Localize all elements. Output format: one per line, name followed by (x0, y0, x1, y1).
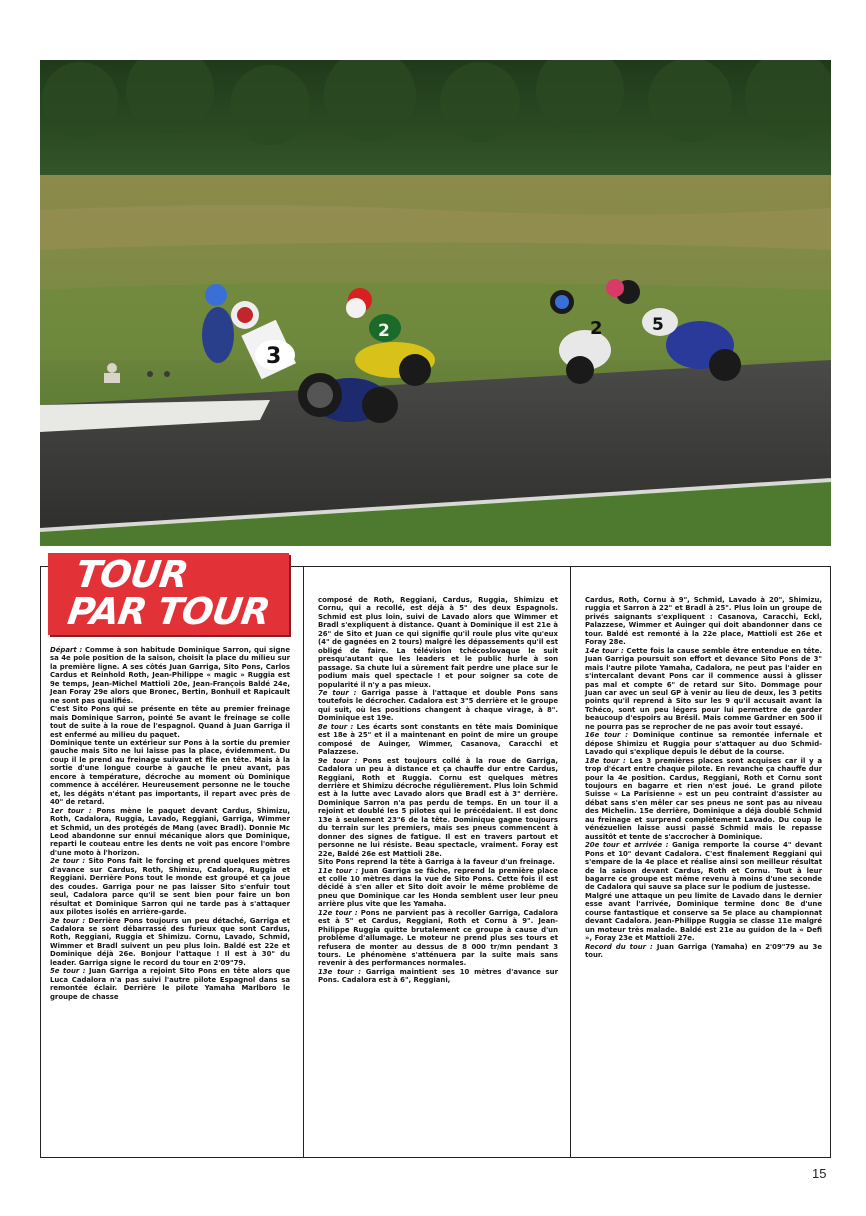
paragraph (318, 757, 558, 858)
column-rule-2 (570, 566, 571, 1158)
paragraph-lead: 3e tour : (50, 916, 86, 925)
paragraph-lead: 14e tour : (585, 646, 624, 655)
paragraph-text: Juan Garriga (Yamaha) en 2'09"79 au 3e tour. (585, 942, 822, 960)
paragraph (585, 647, 822, 732)
race-photo (40, 60, 831, 546)
paragraph-text: Cette fois la cause semble être entendue en tête. Juan Garriga poursuit son effort et devance Sito Pons de 3" mais l'autre pilote Yamaha, Cadalora, ne peut pas l'aider en s'intercalant devant Pons car il commence aussi à glisser pas mal et compte 6" de retard sur Sito. Dommage pour Juan car avec un seul GP à venir au lieu de deux, les 3 petits points qu'il reprend à Sito sur les 9 qu'il accusait avant la Tchéco, sont un peu légers pour lui permettre de garder beaucoup d'espoirs au Brésil. Mais comme Gardner en 500 il ne pourra pas se reprocher de ne pas avoir tout essayé. (585, 646, 822, 731)
paragraph-text: Les 3 premières places sont acquises car il y a trop d'écart entre chaque pilote. En revanche ça chauffe dur pour la 4e position. Cardus, Reggiani, Roth et Cornu sont toujours en bagarre et rien n'est joué. Le grand pilote Suisse « La Parisienne » est un peu contraint d'assister au débat sans s'en mêler car ses pneus ne sont pas au niveau des Michelin. 15e derrière, Dominique a déjà doublé Schmid au freinage et surprend complètement Lavado. Du coup le vénézuelien laisse aussi passé Schmid mais le repasse aussitôt et tente de s'accrocher à Dominique. (585, 756, 822, 841)
paragraph-text: Ganiga remporte la course 4" devant Pons et 10" devant Cadalora. C'est finalement Reggiani qui s'empare de la 4e place et réalise ainsi son meilleur résultat de la saison devant Cardus, Roth et Cornu. Tout à leur bagarre ce groupe est même revenu à moins d'une seconde de Cadalora qui sauve sa place sur le podium de justesse. (585, 841, 823, 892)
paragraph-text: Juan Garriga se fâche, reprend la première place et colle 10 mètres dans la vue de Sito Pons. Cette fois il est décidé à s'en aller et Sito doit avoir le même problème de pneu que Dominique car les Honda semblent user leur pneu arrière plus vite que les Yamaha. (318, 866, 558, 909)
paragraph-text: Pons mène le paquet devant Cardus, Shimizu, Roth, Cadalora, Ruggia, Lavado, Reggiani, Garriga, Wimmer et Schmid, un des protégés de Mang (avec Bradl). Donnie Mc Leod abandonne sur ennui mécanique alors que Dominique, reparti le couteau entre les dents ne voit pas encore l'ombre d'une moto à l'horizon. (50, 806, 290, 857)
paragraph (585, 757, 822, 842)
paragraph (318, 596, 558, 689)
heading-line-1: TOUR (72, 553, 191, 596)
paragraph (585, 731, 822, 756)
column-rule-1 (303, 566, 304, 1158)
paragraph-lead: 2e tour : (50, 857, 86, 866)
paragraph-text: composé de Roth, Reggiani, Cardus, Ruggia, Shimizu et Cornu, qui a recollé, est déjà à 5" des deux Espagnols. Schmid est plus loin, suivi de Lavado alors que Wimmer et Bradl s'expliquent à distance. Quant à Dominique il est 21e à 26" de Sito et Juan ce qui signifie qu'il roule plus vite qu'eux (4" de gagnées en 2 tours) malgré les dépassements qu'il est obligé de faire. La télévision tchécoslovaque le suit presqu'autant que les leaders et le public hurle à son passage. Sa chute lui a sûrement fait perdre une place sur le podium mais quel spectacle ! et pour soigner sa cote de popularité il n'y a pas mieux. (318, 596, 558, 689)
paragraph (50, 807, 290, 858)
paragraph-lead: 20e tour et arrivée : (585, 841, 669, 850)
paragraph (585, 943, 822, 960)
paragraph-text: Garriga maintient ses 10 mètres d'avance sur Pons. Cadalora est à 6", Reggiani, (318, 967, 558, 985)
paragraph-lead: 13e tour : (318, 967, 361, 976)
paragraph-text: C'est Sito Pons qui se présente en tête au premier freinage mais Dominique Sarron, pointé 5e avant le freinage se colle tout de suite à la roue de l'espagnol. Quand à Juan Garriga il est enfermé au milieu du paquet. (50, 705, 290, 739)
paragraph-lead: 1er tour : (50, 806, 92, 815)
section-heading (48, 553, 289, 635)
paragraph-lead: 5e tour : (50, 967, 86, 976)
paragraph-lead: 12e tour : (318, 908, 358, 917)
paragraph-lead: 18e tour : (585, 756, 626, 765)
paragraph (50, 739, 290, 807)
paragraph-text: Pons ne parvient pas à recoller Garriga, Cadalora est à 5" et Cardus, Reggiani, Roth et Cornu à 9". Jean-Philippe Ruggia quitte brutalement ce groupe à cause d'un problème d'allumage. Le moteur ne prend plus ses tours et refusera de monter au dessus de 8 000 tr/mn pendant 3 tours. Le phénomène s'atténuera par la suite mais sans revenir à des performances normales. (318, 908, 558, 968)
paragraph-text: Derrière Pons toujours un peu détaché, Garriga et Cadalora se sont débarrassé des furieux que sont Cardus, Roth, Reggiani, Ruggia et Shimizu. Cornu, Lavado, Schmid, Wimmer et Bradl suivent un peu plus loin. Baldé est 22e et Dominique déjà 26e. Bonjour l'attaque ! Il est à 30" du leader. Garriga signe le record du tour en 2'09"79. (50, 916, 290, 967)
paragraph-text: Cardus, Roth, Cornu à 9", Schmid, Lavado à 20", Shimizu, ruggia et Sarron à 22" et Bradl à 25". Plus loin un groupe de privés saignants s'expliquent : Casanova, Caracchi, Eckl, Palazzese, Wimmer et Auinger qui doit abandonner dans ce tour. Baldé est remonté à la 22e place, Mattioli est 26e et Foray 28e. (585, 596, 822, 647)
bike-number-2a: 2 (378, 321, 390, 341)
paragraph-lead: Départ : (50, 646, 83, 654)
paragraph (585, 596, 822, 647)
paragraph-text: Comme à son habitude Dominique Sarron, qui signe sa 4e pole position de la saison, choisit la place du milieu sur la première ligne. A ses côtés Juan Garriga, Sito Pons, Carlos Cardus et Reinhold Roth, Jean-Philippe « magic » Ruggia est 9e temps, Jean-Michel Mattioli 20e, Jean-François Baldé 24e, Jean Foray 29e alors que Bronec, Bertin, Bonhuil et Rapicault ne sont pas qualifiés. (50, 646, 290, 705)
paragraph-lead: 16e tour : (585, 731, 629, 740)
article-column-3 (585, 596, 822, 959)
paragraph-text: Sito Pons reprend la tête à Garriga à la faveur d'un freinage. (318, 858, 555, 867)
paragraph (318, 867, 558, 909)
paragraph (585, 841, 822, 892)
paragraph (585, 892, 822, 943)
paragraph (50, 967, 290, 1001)
paragraph-lead: 8e tour : (318, 722, 354, 731)
paragraph-lead: Record du tour : (585, 942, 653, 951)
paragraph (318, 858, 558, 866)
paragraph-text: Garriga passe à l'attaque et double Pons sans toutefois le décrocher. Cadalora est 3"5 derrière et le groupe qui suit, où les positions changent à chaque virage, à 8". Dominique est 19e. (318, 688, 558, 723)
article-column-2 (318, 596, 558, 985)
paragraph (50, 705, 290, 739)
paragraph (318, 689, 558, 723)
paragraph-text: Pons est toujours collé à la roue de Garriga, Cadalora un peu à distance et ça chauffe dur entre Cardus, Reggiani, Roth et Ruggia. Cornu est quelques mètres derrière et Shimizu décroche régulièrement. Plus loin Schmid est à la lutte avec Lavado alors que Bradl est à 3" derrière. Dominique Sarron n'a pas perdu de temps. En un tour il a rejoint et doublé les 5 pilotes qui le précédaient. Il est donc 13e à seulement 23"6 de la tête. Dominique gagne toujours du terrain sur les premiers, mais ses pneus commencent à donner des signes de fatigue. Il est en travers partout et personne ne lui résiste. Beau spectacle, vraiment. Foray est 22e, Baldé 26e est Mattioli 28e. (318, 756, 558, 858)
paragraph-lead: 9e tour : (318, 756, 358, 765)
paragraph (318, 723, 558, 757)
paragraph (50, 646, 290, 705)
paragraph-text: Les écarts sont constants en tête mais Dominique est 18e à 25" et il a maintenant en point de mire un groupe composé de Auinger, Wimmer, Casanova, Caracchi et Palazzese. (318, 722, 558, 757)
paragraph-lead: 7e tour : (318, 688, 357, 697)
page-number: 15 (812, 1166, 827, 1181)
paragraph-text: Dominique continue sa remontée infernale et dépose Shimizu et Ruggia pour s'attaquer au duo Schmid-Lavado qui s'explique depuis le début de la course. (585, 731, 822, 757)
paragraph-text: Sito Pons fait le forcing et prend quelques mètres d'avance sur Cardus, Roth, Shimizu, Cadalora, Ruggia et Reggiani. Derrière Pons tout le monde est groupé et ça joue des coudes. Garriga pour ne pas laisser Sito s'enfuir tout seul, Cadalora parce qu'il se sent bien pour faire un bon résultat et Dominique Sarron qui ne tarde pas à s'attaquer aux pilotes isolés en arrière-garde. (50, 857, 290, 917)
heading-line-2: PAR TOUR (64, 590, 272, 633)
paragraph (50, 917, 290, 968)
bike-number-5: 5 (652, 315, 664, 335)
paragraph-text: Juan Garriga a rejoint Sito Pons en tête alors que Luca Cadalora n'a pas suivi l'autre pilote Espagnol dans sa remontée éclair. Derrière le pilote Yamaha Marlboro le groupe de chasse (50, 967, 290, 1001)
bike-number-2b: 2 (590, 318, 603, 339)
paragraph (318, 909, 558, 968)
bike-number-3: 3 (266, 344, 282, 369)
article-column-1 (50, 646, 290, 1001)
paragraph (318, 968, 558, 985)
paragraph-text: Malgré une attaque un peu limite de Lavado dans le dernier esse avant l'arrivée, Dominique termine donc 8e d'une course fantastique et conserve sa 5e place au championnat devant Cadalora. Jean-Philippe Ruggia se classe 11e malgré un moteur très malade. Baldé est 21e au guidon de la « Defi », Foray 23e et Mattioli 27e. (585, 891, 822, 943)
paragraph (50, 857, 290, 916)
paragraph-text: Dominique tente un extérieur sur Pons à la sortie du premier gauche mais Sito ne lui laisse pas la place, évidemment. Du coup il le prend au freinage suivant et file en tête. Mais à la sortie d'une longue courbe à gauche le pneu avant, pas encore à température, décroche au moment où Dominique commence à accélérer. Heureusement personne ne le touche et, les dégâts n'étant pas importants, il repart avec près de 40" de retard. (50, 738, 290, 807)
paragraph-lead: 11e tour : (318, 866, 359, 875)
